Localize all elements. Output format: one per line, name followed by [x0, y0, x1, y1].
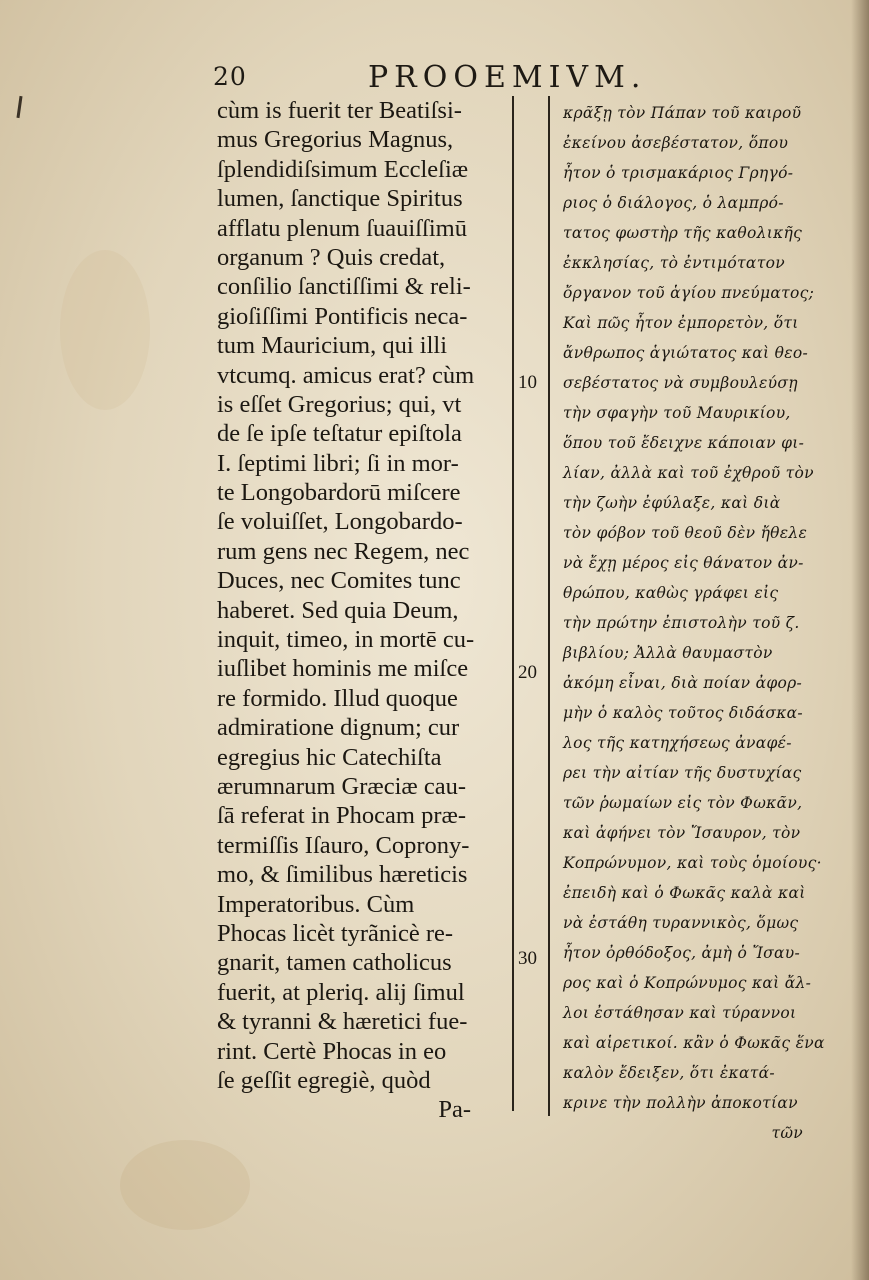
greek-line: κρινε τὴν πολλὴν ἀποκοτίαν [563, 1094, 798, 1112]
latin-line: mus Gregorius Magnus, [217, 126, 454, 154]
latin-line: Duces, nec Comites tunc [217, 567, 461, 595]
latin-line: ſe voluiſſet, Longobardo- [217, 508, 463, 536]
paper-stain [120, 1140, 250, 1230]
latin-line: ſe geſſit egregiè, quòd [217, 1066, 431, 1094]
latin-line: fuerit, at pleriq. alij ſimul [217, 978, 465, 1006]
latin-line: tum Mauricium, qui illi [217, 332, 448, 360]
latin-line: re formido. Illud quoque [217, 684, 458, 712]
margin-mark [16, 96, 22, 118]
latin-line: ærumnarum Græciæ cau- [217, 772, 467, 800]
greek-line: ἐκκλησίας, τὸ ἐντιμότατον [563, 254, 785, 272]
greek-line: λίαν, ἀλλὰ καὶ τοῦ ἐχθροῦ τὸν [563, 464, 814, 482]
greek-line: ἦτον ὁ τρισμακάριος Γρηγό- [563, 164, 794, 182]
greek-line: θρώπου, καθὼς γράφει εἰς [563, 584, 779, 602]
latin-line: egregius hic Catechiſta [217, 743, 442, 771]
latin-line: vtcumq. amicus erat? cùm [217, 361, 475, 389]
latin-line: ſplendidiſsimum Eccleſiæ [217, 155, 469, 183]
latin-line: organum ? Quis credat, [217, 243, 446, 271]
greek-line: καὶ αἱρετικοί. κἂν ὁ Φωκᾶς ἕνα [563, 1034, 825, 1052]
greek-line: ρος καὶ ὁ Κοπρώνυμος καὶ ἄλ- [563, 974, 812, 992]
latin-line: lumen, ſanctique Spiritus [217, 185, 463, 213]
greek-line: τὴν σφαγὴν τοῦ Μαυρικίου, [563, 404, 791, 422]
greek-line: ὄργανον τοῦ ἁγίου πνεύματος; [563, 284, 815, 302]
greek-line: ριος ὁ διάλογος, ὁ λαμπρό- [563, 194, 784, 212]
greek-line: καλὸν ἔδειξεν, ὅτι ἐκατά- [563, 1064, 775, 1082]
greek-line: μὴν ὁ καλὸς τοῦτος διδάσκα- [563, 704, 803, 722]
latin-line: admiratione dignum; cur [217, 714, 460, 742]
latin-line: haberet. Sed quia Deum, [217, 596, 459, 624]
greek-line: ρει τὴν αἰτίαν τῆς δυστυχίας [563, 764, 802, 782]
greek-line: ὅπου τοῦ ἔδειχνε κάποιαν φι- [563, 434, 805, 452]
greek-line: ἐπειδὴ καὶ ὁ Φωκᾶς καλὰ καὶ [563, 884, 806, 902]
greek-line: τὸν φόβον τοῦ θεοῦ δὲν ἤθελε [563, 524, 808, 542]
greek-line: ἄνθρωπος ἁγιώτατος καὶ θεο- [563, 344, 809, 362]
greek-column [563, 98, 848, 1148]
latin-line: inquit, timeo, in mortē cu- [217, 626, 475, 654]
greek-line: καὶ ἀφήνει τὸν Ἴσαυρον, τὸν [563, 824, 801, 842]
greek-line: σεβέστατος νὰ συμβουλεύσῃ [563, 374, 798, 392]
greek-line: κρᾶξῃ τὸν Πάπαν τοῦ καιροῦ [563, 104, 802, 122]
latin-line: termiſſis Iſauro, Coprony- [217, 831, 470, 859]
latin-line: conſilio ſanctiſſimi & reli- [217, 273, 471, 301]
latin-line: te Longobardorū miſcere [217, 479, 461, 507]
latin-line: rum gens nec Regem, nec [217, 537, 470, 565]
line-number: 20 [518, 662, 537, 683]
greek-line: βιβλίου; Ἀλλὰ θαυμαστὸν [563, 644, 773, 662]
greek-line: νὰ ἐστάθη τυραννικὸς, ὅμως [563, 914, 799, 932]
greek-line: ἦτον ὀρθόδοξος, ἀμὴ ὁ Ἴσαυ- [563, 944, 801, 962]
latin-line: rint. Certè Phocas in eo [217, 1037, 447, 1065]
latin-line: Phocas licèt tyrãnicè re- [217, 919, 454, 947]
greek-line: Κοπρώνυμον, καὶ τοὺς ὁμοίους· [563, 854, 822, 872]
running-title: PROOEMIVM. [368, 60, 647, 95]
latin-line: de ſe ipſe teſtatur epiſtola [217, 420, 462, 448]
greek-line: ἐκείνου ἀσεβέστατον, ὅπου [563, 134, 789, 152]
greek-line: νὰ ἔχῃ μέρος εἰς θάνατον ἀν- [563, 554, 804, 572]
latin-line: afflatu plenum ſuauiſſimū [217, 214, 467, 242]
latin-line: ſā referat in Phocam præ- [217, 802, 466, 830]
greek-line: τῶν ῥωμαίων εἰς τὸν Φωκᾶν, [563, 794, 803, 812]
column-rule [512, 96, 514, 1111]
page-edge-shadow [851, 0, 869, 1280]
latin-line: is eſſet Gregorius; qui, vt [217, 390, 462, 418]
greek-line: τὴν πρώτην ἐπιστολὴν τοῦ ζ. [563, 614, 800, 632]
latin-column [217, 96, 517, 1125]
column-rule [548, 96, 550, 1116]
greek-line: τὴν ζωὴν ἐφύλαξε, καὶ διὰ [563, 494, 781, 512]
greek-catchword: τῶν [771, 1124, 803, 1142]
greek-line: Καὶ πῶς ἦτον ἐμπορετὸν, ὅτι [563, 314, 799, 332]
line-number: 10 [518, 372, 537, 393]
latin-line: gnarit, tamen catholicus [217, 949, 452, 977]
latin-line: cùm is fuerit ter Beatiſsi- [217, 97, 462, 124]
greek-line: τατος φωστὴρ τῆς καθολικῆς [563, 224, 803, 242]
latin-catchword: Pa- [438, 1096, 471, 1124]
latin-line: Imperatoribus. Cùm [217, 890, 415, 918]
latin-line: gioſiſſimi Pontificis neca- [217, 302, 468, 330]
latin-line: I. ſeptimi libri; ſi in mor- [217, 449, 459, 477]
greek-line: λος τῆς κατηχήσεως ἀναφέ- [563, 734, 792, 752]
greek-line: ἀκόμη εἶναι, διὰ ποίαν ἀφορ- [563, 674, 803, 692]
greek-line: λοι ἐστάθησαν καὶ τύραννοι [563, 1004, 797, 1022]
latin-line: iuſlibet hominis me miſce [217, 655, 469, 683]
latin-line: & tyranni & hæretici fue- [217, 1008, 468, 1036]
latin-line: mo, & ſimilibus hæreticis [217, 861, 468, 889]
line-number: 30 [518, 948, 537, 969]
paper-stain [60, 250, 150, 410]
page-number: 20 [213, 62, 247, 91]
